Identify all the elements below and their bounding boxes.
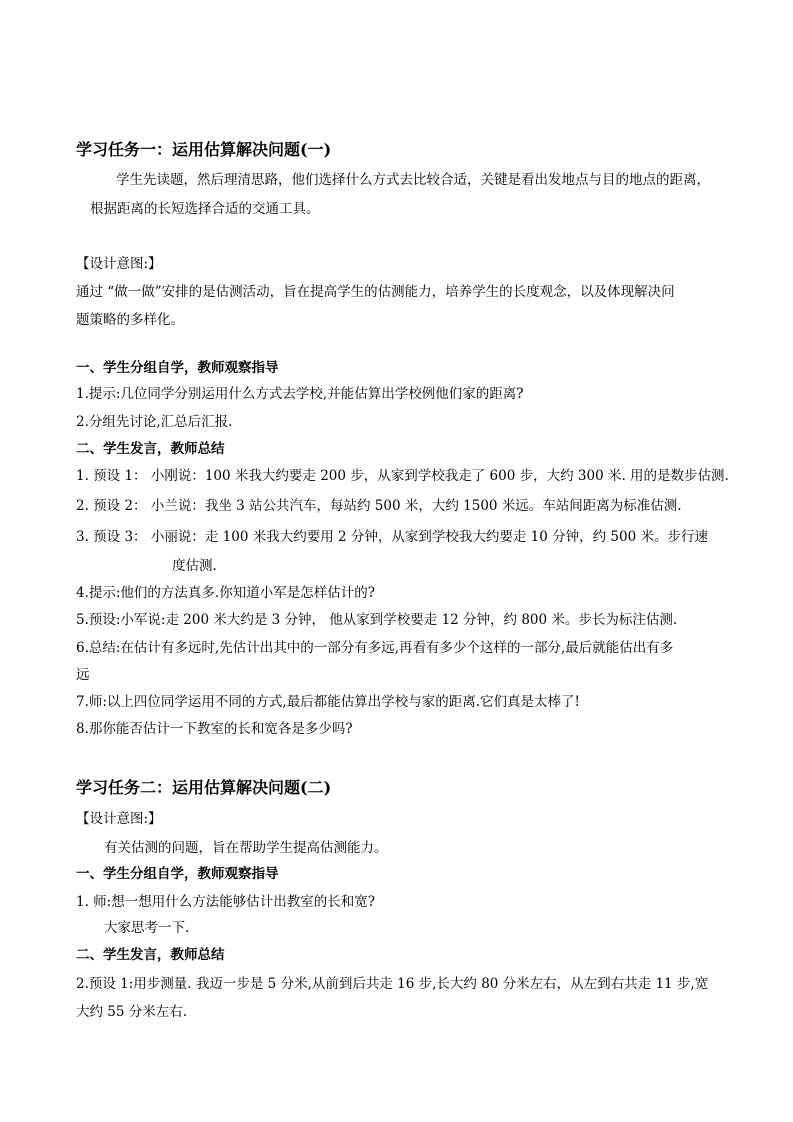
task2-design-line1: 有关估测的问题，旨在帮助学生提高估测能力。 bbox=[104, 840, 388, 856]
task1-section2-heading: 二、学生发言，教师总结 bbox=[76, 441, 225, 457]
task1-section1-heading: 一、学生分组自学，教师观察指导 bbox=[76, 360, 279, 376]
task1-title: 学习任务一：运用估算解决问题(一) bbox=[76, 140, 332, 159]
task1-point2: 2. 预设 2： 小兰说：我坐 3 站公共汽车，每站约 500 米，大约 1500 米远。车站间距离为标准估测. bbox=[76, 498, 682, 514]
task1-design-line1: 通过 “做一做”安排的是估测活动，旨在提高学生的估测能力，培养学生的长度观念，以及体现解决问 bbox=[76, 284, 675, 300]
task1-point3-line1: 3. 预设 3： 小丽说：走 100 米我大约要用 2 分钟，从家到学校我大约要走 10 分钟，约 500 米。步行速 bbox=[76, 529, 708, 545]
task1-section1-item2: 2.分组先讨论,汇总后汇报. bbox=[76, 414, 233, 430]
task1-intro-line1: 学生先读题，然后理清思路，他们选择什么方式去比较合适，关键是看出发地点与目的地点的距离， bbox=[116, 172, 710, 188]
task1-point7: 7.师:以上四位同学运用不同的方式,最后都能估算出学校与家的距离.它们真是太棒了! bbox=[76, 694, 580, 710]
task1-intro-line2: 根据距离的长短选择合适的交通工具。 bbox=[90, 201, 320, 217]
task1-point5: 5.预设:小军说:走 200 米大约是 3 分钟， 他从家到学校要走 12 分钟，约 800 米。步长为标注估测. bbox=[76, 612, 678, 628]
task1-point6-line1: 6.总结:在估计有多远时,先估计出其中的一部分有多远,再看有多少个这样的一部分,最后就能估出有多 bbox=[76, 640, 674, 656]
task1-point6-line2: 远 bbox=[76, 667, 90, 683]
task2-item2-line1: 2.预设 1:用步测量. 我迈一步是 5 分米,从前到后共走 16 步,长大约 80 分米左右，从左到右共走 11 步,宽 bbox=[76, 976, 709, 992]
task2-item1: 1. 师:想一想用什么方法能够估计出教室的长和宽? bbox=[76, 894, 375, 910]
task2-item2-line2: 大约 55 分米左右. bbox=[76, 1004, 188, 1020]
task2-item1-line2: 大家思考一下. bbox=[104, 920, 190, 936]
task2-section2-heading: 二、学生发言，教师总结 bbox=[76, 947, 225, 963]
task2-section1-heading: 一、学生分组自学，教师观察指导 bbox=[76, 866, 279, 882]
task1-section1-item1: 1.提示:几位同学分别运用什么方式去学校,并能估算出学校例他们家的距离? bbox=[76, 386, 524, 402]
task1-design-line2: 题策略的多样化。 bbox=[76, 312, 184, 328]
task2-title: 学习任务二：运用估算解决问题(二) bbox=[76, 778, 332, 797]
task1-design-label: 【设计意图:】 bbox=[76, 256, 162, 272]
task1-point1: 1. 预设 1： 小刚说：100 米我大约要走 200 步，从家到学校我走了 600 步，大约 300 米. 用的是数步估测. bbox=[76, 468, 729, 484]
task1-point4: 4.提示:他们的方法真多.你知道小军是怎样估计的? bbox=[76, 585, 375, 601]
task1-point3-line2: 度估测. bbox=[172, 558, 217, 574]
task2-design-label: 【设计意图:】 bbox=[76, 811, 162, 827]
task1-point8: 8.那你能否估计一下教室的长和宽各是多少吗? bbox=[76, 721, 353, 737]
